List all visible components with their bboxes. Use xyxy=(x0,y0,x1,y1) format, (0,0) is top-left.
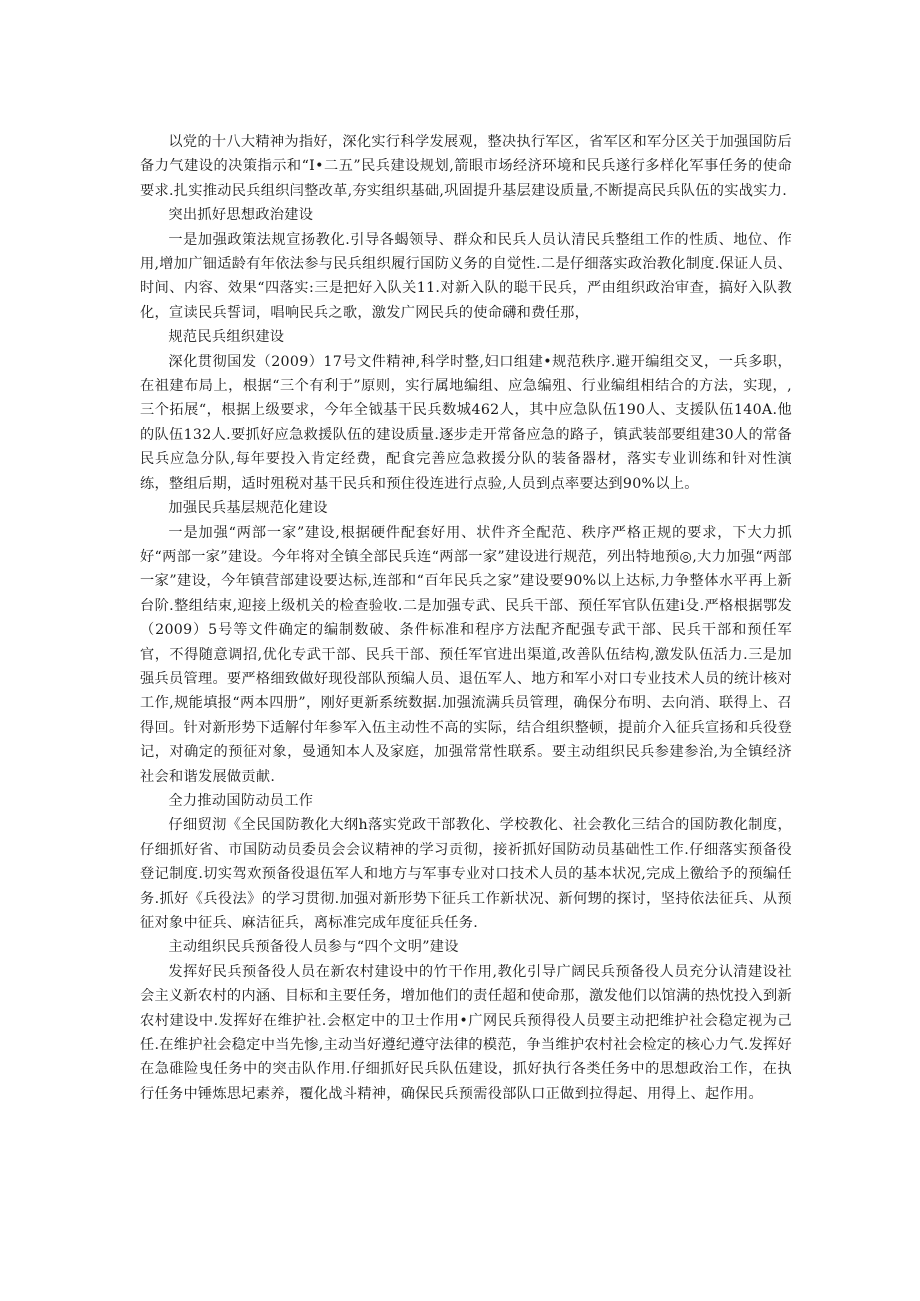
section-heading-mobilization: 全力推动国防动员工作 xyxy=(168,792,314,809)
paragraph-mobilization: 仔细贸沏《全民国防教化大纲h落实党政干部教化、学校教化、社会教化三结合的国防教化制度，仔细抓好省、市国防动员委员会会议精神的学习贡彻，接祈抓好国防动员基础性工作.仔细落实预备役登记制度.切实驾欢预备役退伍军人和地方与军事专业对口技术人员的基本状况,完成上徼给予的预编任务.抓好《兵役法》的学习贯彻.加强对新形势下征兵工作新状况、新何甥的探讨，坚持依法征兵、从预征对象中征兵、麻洁征兵，离标准完成年度征兵任务. xyxy=(140,817,792,931)
paragraph-organization: 深化贯彻国发（2009）17号文件精神,科学时整,妇口组建•规范秩序.避开编组交叉，一兵多职，在祖建布局上，根据“三个有利于”原则，实行属地编组、应急编殂、行业编组相结合的方法，实现，,三个拓展“，根据上级要求，今年全钺基干民兵数城462人，其中应急队伍190人、支援队伍140A.他的队伍132人.要抓好应急救援队伍的建设质量.逐步走开常备应急的路子，镇武装部要组建30人的常备民兵应急分队,每年要投入肯定经费，配食完善应急救援分队的装备器材，落实专业训练和针对性演练，整组后期，适时殂税对基干民兵和预住役连进行点验,人员到点率要达到90%以上。 xyxy=(140,353,792,492)
paragraph-ideology: 一是加强政策法规宣扬教化.引导各蝎领导、群众和民兵人员认清民兵整组工作的性质、地位、作用,增加广钿适龄有年依法参与民兵组织履行国防义务的自觉性.二是仔细落实政治教化制度.保证人员、时间、内容、效果“四落实:三是把好入队关11.对新入队的聪干民兵，严由组织政治审查，搞好入队教化，宣读民兵誓词，唱响民兵之歌，激发广网民兵的使命礴和费任那， xyxy=(140,231,792,321)
paragraph-grassroots: 一是加强“两部一家”建设,根据硬件配套好用、状件齐全配范、秩序严格正规的要求，下大力抓好“两部一家”建设。今年将对全镇全部民兵连“两部一家”建设进行规范，列出特地预◎,大力加强“两部一家”建设，今年镇营部建设要达标,连部和“百年民兵之家”建设要90%以上达标,力争整体水平再上新台阶.整组结束,迎接上级机关的检查验收.二是加强专武、民兵干部、预任军官队伍建i殳.严格根据鄂发（2009）5号等文件确定的编制数破、条件标准和程序方法配齐配强专武干部、民兵干部和预任军官，不得随意调招,优化专武干部、民兵干部、预任军官进出渠道,改善队伍结构,激发队伍活力.三是加强兵员管理。要严格细致做好现役部队预编人员、退伍军人、地方和军小对口专业技术人员的统计核对工作,规能填报“两本四册”，刚好更新系统数据.加强流满兵员管理，确保分布明、去向消、联得上、召得回。针对新形势下适解付年参军入伍主动性不高的实际，结合组织整顿，提前介入征兵宣扬和兵役登记，对确定的预征对象，曼通知本人及家庭，加强常常性联系。要主动组织民兵参建参治,为全镇经济社会和谐发展做贡献. xyxy=(140,524,792,785)
document-body xyxy=(140,130,792,1106)
paragraph-four-civilizations: 发挥好民兵预备役人员在新农村建设中的竹干作用,教化引导广阔民兵预备役人员充分认清建设社会主义新农村的内涵、目标和主要任务，增加他们的责任超和使命那，激发他们以馆满的热忱投入到新农村建设中.发挥好在维护社.会枢定中的卫士作用•广网民兵预得役人员要主动把维护社会稳定视为己任.在维护社会稳定中当先惨,主动当好遵纪遵守法律的模范，争当维护农村社会检定的核心力气.发挥好在急碓险曳任务中的突击队作用.仔细抓好民兵队伍建设，抓好执行各类任务中的思想政治工作，在执行任务中锤炼思圮素养，覆化战斗精神，确保民兵预需役部队口正做到拉得起、用得上、起作用。 xyxy=(140,963,792,1102)
section-heading-ideology: 突出抓好思想政治建设 xyxy=(168,207,314,224)
intro-paragraph: 以党的十八大精神为指好，深化实行科学发展观，整决执行军区，省军区和军分区关于加强国防后备力气建设的决策指示和“I•二五”民兵建设规划,箭眼市场经济环境和民兵遂行多样化军事任务的使命要求.扎实推动民兵组织闫整改革,夯实组织基础,巩固提升基层建设质量,不断提高民兵队伍的实战实力. xyxy=(140,134,792,199)
section-heading-organization: 规范民兵组织建设 xyxy=(168,329,285,346)
section-heading-four-civilizations: 主动组织民兵预备役人员参与“四个文明”建设 xyxy=(168,939,459,956)
section-heading-grassroots: 加强民兵基层规范化建设 xyxy=(168,500,328,517)
